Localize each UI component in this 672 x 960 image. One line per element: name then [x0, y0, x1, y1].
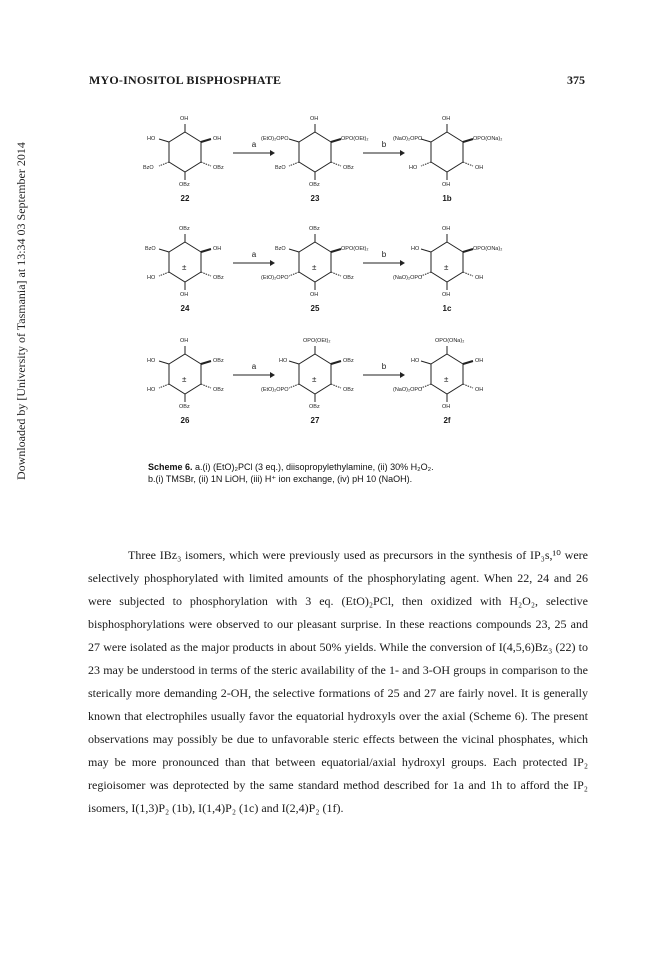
sub-top-left: HO: [279, 358, 288, 364]
sub-bottom: OBz: [309, 404, 320, 410]
sub-top-right: OPO(ONa)₂: [473, 136, 503, 142]
caption-line-1: [148, 461, 548, 473]
sub-top-left: HO: [147, 358, 156, 364]
sub-bottom-right: OBz: [343, 275, 354, 281]
compound-label: 1c: [442, 304, 452, 313]
caption-line-2: b.(i) TMSBr, (ii) 1N LiOH, (iii) H⁺ ion exchange, (iv) pH 10 (NaOH).: [148, 474, 413, 484]
running-title: MYO-INOSITOL BISPHOSPHATE: [89, 73, 282, 87]
racemic-mark: ±: [312, 263, 317, 272]
molecule-1c: [393, 224, 503, 308]
compound-label: 27: [310, 416, 320, 425]
sub-bottom: OBz: [309, 182, 320, 188]
sub-bottom: OBz: [179, 182, 190, 188]
compound-label: 2f: [443, 416, 451, 425]
sub-bottom-left: (NaO)₂OPO: [393, 387, 423, 393]
racemic-mark: ±: [312, 375, 317, 384]
sub-top-left: BzO: [275, 246, 286, 252]
sub-bottom-right: OBz: [343, 165, 354, 171]
sub-bottom-left: HO: [409, 165, 418, 171]
sub-bottom-left: BzO: [275, 165, 286, 171]
sub-top: OH: [180, 116, 189, 122]
download-notice: Downloaded by [University of Tasmania] at 13:34 03 September 2014: [14, 142, 28, 480]
sub-bottom-right: OH: [475, 165, 484, 171]
arrow-label: a: [251, 250, 257, 259]
compound-label: 1b: [442, 194, 452, 203]
arrow-label: a: [251, 140, 257, 149]
racemic-mark: ±: [182, 263, 187, 272]
running-header: [89, 73, 585, 91]
molecule-24: [135, 224, 235, 308]
scheme-caption: [148, 461, 548, 485]
sub-bottom-left: HO: [147, 275, 156, 281]
sub-bottom-right: OBz: [343, 387, 354, 393]
arrow-label: b: [381, 250, 387, 259]
arrow-label: b: [381, 362, 387, 371]
compound-label: 22: [180, 194, 190, 203]
sub-bottom: OH: [442, 292, 451, 298]
molecule-23: [261, 114, 369, 198]
body-text: [88, 544, 588, 820]
sub-bottom-left: (NaO)₂OPO: [393, 275, 423, 281]
molecule-1b: [393, 114, 503, 198]
sub-bottom-left: (EtO)₂OPO: [261, 387, 289, 393]
sub-top: OH: [310, 116, 319, 122]
compound-label: 26: [180, 416, 190, 425]
molecule-2f: [393, 336, 497, 420]
sub-top: OBz: [179, 226, 190, 232]
molecule-26: [135, 336, 235, 420]
sub-top-left: (EtO)₂OPO: [261, 136, 289, 142]
sub-bottom-right: OH: [475, 387, 484, 393]
sub-bottom-right: OBz: [213, 387, 224, 393]
sub-bottom-right: OBz: [213, 275, 224, 281]
sub-bottom: OH: [180, 292, 189, 298]
molecule-25: [261, 224, 369, 308]
compound-label: 25: [310, 304, 320, 313]
sub-bottom: OH: [442, 404, 451, 410]
molecule-22: [135, 114, 235, 198]
sub-top-left: HO: [411, 358, 420, 364]
caption-lead: Scheme 6.: [148, 462, 193, 472]
sub-bottom: OH: [310, 292, 319, 298]
sub-top: OPO(ONa)₂: [435, 338, 465, 344]
racemic-mark: ±: [444, 263, 449, 272]
sub-top-right: OPO(OEt)₂: [341, 136, 369, 142]
page-number: 375: [567, 73, 585, 87]
sub-top-left: BzO: [145, 246, 156, 252]
sub-top-left: HO: [147, 136, 156, 142]
compound-label: 24: [180, 304, 190, 313]
sub-bottom: OH: [442, 182, 451, 188]
sub-top-right: OH: [213, 246, 222, 252]
sub-top: OBz: [309, 226, 320, 232]
racemic-mark: ±: [182, 375, 187, 384]
sub-bottom-right: OH: [475, 275, 484, 281]
sub-bottom-left: BzO: [143, 165, 154, 171]
sub-bottom: OBz: [179, 404, 190, 410]
molecule-27: [261, 336, 365, 420]
sub-top: OH: [442, 116, 451, 122]
sub-top: OH: [180, 338, 189, 344]
sub-bottom-right: OBz: [213, 165, 224, 171]
sub-top-left: HO: [411, 246, 420, 252]
compound-label: 23: [310, 194, 320, 203]
sub-top-right: OH: [213, 136, 222, 142]
sub-top-right: OBz: [343, 358, 354, 364]
sub-top: OH: [442, 226, 451, 232]
sub-top-right: OH: [475, 358, 484, 364]
sub-bottom-left: HO: [147, 387, 156, 393]
sub-top: OPO(OEt)₂: [303, 338, 331, 344]
sub-bottom-left: (EtO)₂OPO: [261, 275, 289, 281]
sub-top-right: OPO(ONa)₂: [473, 246, 503, 252]
sub-top-left: (NaO)₂OPO: [393, 136, 423, 142]
sub-top-right: OBz: [213, 358, 224, 364]
arrow-label: a: [251, 362, 257, 371]
reaction-scheme: [135, 106, 503, 436]
paragraph: Three IBz₃ isomers, which were previously used as precursors in the synthesis of IP₃s,¹⁰ were selectively phosphorylated with limited amounts of the phosphorylating agent. When 22, 24 and 26 were subjected to phosphorylation with 3 eq. (EtO)₂PCl, then oxidized with H₂O₂, selective bisphosphorylations were observed to our pleasant surprise. In these reactions compounds 23, 25 and 27 were isolated as the major products in about 50% yields. While the conversion of I(4,5,6)Bz₃ (22) to 23 may be understood in terms of the steric availability of the 1- and 3-OH groups in comparison to the sterically more demanding 2-OH, the selective formations of 25 and 27 are fairly novel. It is generally known that electrophiles usually favor the equatorial hydroxyls over the axial (Scheme 6). The present observations may possibly be due to unfavorable steric effects between the vicinal phosphates, which may be more pronounced than that between equatorial/axial hydroxyl groups. Each protected IP₂ regioisomer was deprotected by the same standard method described for 1a and 1h to afford the IP₂ isomers, I(1,3)P₂ (1b), I(1,4)P₂ (1c) and I(2,4)P₂ (1f).: [88, 548, 588, 815]
arrow-label: b: [381, 140, 387, 149]
racemic-mark: ±: [444, 375, 449, 384]
caption-text-1: a.(i) (EtO)₂PCl (3 eq.), diisopropylethylamine, (ii) 30% H₂O₂.: [192, 462, 434, 472]
sub-top-right: OPO(OEt)₂: [341, 246, 369, 252]
